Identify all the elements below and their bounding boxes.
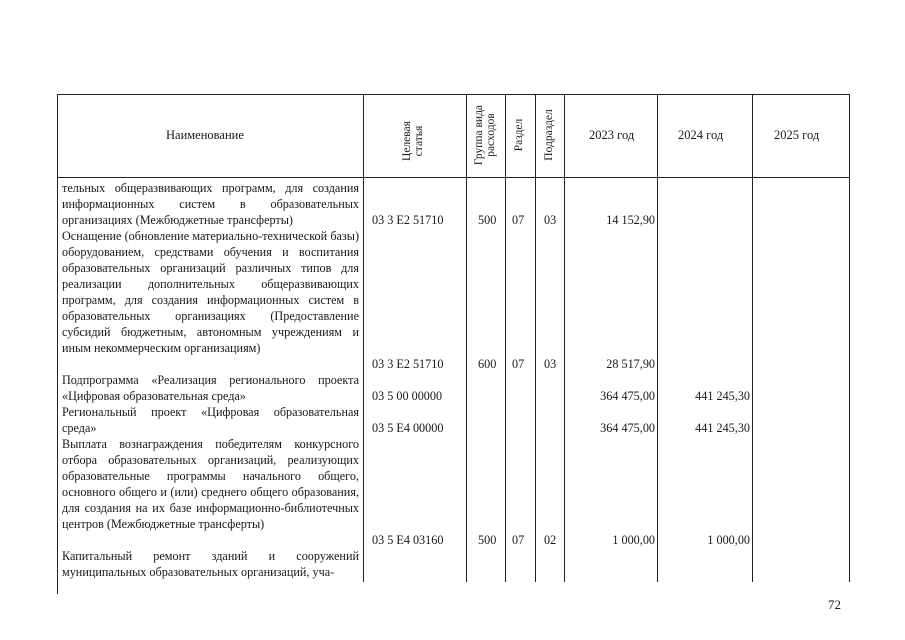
- col-border-3: [505, 94, 506, 582]
- table-row-code: 03 5 E4 00000: [372, 421, 444, 435]
- table-row-group: 500: [478, 533, 497, 547]
- table-row-2023: 364 475,00: [600, 389, 655, 403]
- table-row-code: 03 3 E2 51710: [372, 357, 444, 371]
- table-row-name: Капитальный ремонт зданий и сооружений муниципальных образовательных организаций, уча-: [62, 549, 359, 579]
- table-top-border: [57, 94, 850, 95]
- table-row-2023: 14 152,90: [606, 213, 655, 227]
- page-number: 72: [828, 597, 841, 612]
- table-row-subsection: 03: [544, 357, 557, 371]
- table-row-name: Региональный проект «Цифровая образовательная среда»: [62, 405, 359, 435]
- table-row-name: Оснащение (обновление материально-технической базы) оборудованием, средствами обучения и воспитания образовательных организаций различных типов для реализации дополнительных общеразвивающих программ, для создания информационных систем в образовательных организациях (Предоставление субсидий бюджетным, автономным учреждениям и иным некоммерческим организациям): [62, 229, 359, 355]
- table-row-2024: 441 245,30: [695, 389, 750, 403]
- table-row-2023: 28 517,90: [606, 357, 655, 371]
- table-row-2023: 364 475,00: [600, 421, 655, 435]
- table-row-name: Выплата вознаграждения победителям конкурсного отбора образовательных организаций, реализующих образовательные программы начального общего, основного общего и (или) среднего общего образования, для создания на их базе информационно-библиотечных центров (Межбюджетные трансферты): [62, 437, 359, 531]
- table-row-group: 500: [478, 213, 497, 227]
- table-row-section: 07: [512, 357, 525, 371]
- header-bottom-border: [57, 177, 850, 178]
- col-border-7: [752, 94, 753, 582]
- table-row-name: Подпрограмма «Реализация регионального проекта «Цифровая образовательная среда»: [62, 373, 359, 403]
- col-border-0: [57, 94, 58, 594]
- header-target-line2: статья: [413, 125, 425, 157]
- col-border-4: [535, 94, 536, 582]
- table-row-section: 07: [512, 213, 525, 227]
- header-2023: 2023 год: [589, 128, 635, 142]
- header-section: Раздел: [513, 118, 525, 152]
- header-2025: 2025 год: [774, 128, 820, 142]
- table-row-name: тельных общеразвивающих программ, для создания информационных систем в образовательных организациях (Межбюджетные трансферты): [62, 181, 359, 227]
- table-row-2023: 1 000,00: [612, 533, 655, 547]
- col-border-2: [466, 94, 467, 582]
- header-target: [401, 101, 427, 181]
- header-2024: 2024 год: [678, 128, 724, 142]
- table-row-subsection: 03: [544, 213, 557, 227]
- col-border-6: [657, 94, 658, 582]
- col-border-5: [564, 94, 565, 582]
- col-border-8: [849, 94, 850, 582]
- table-row-section: 07: [512, 533, 525, 547]
- header-group: [473, 95, 499, 175]
- table-row-code: 03 5 E4 03160: [372, 533, 444, 547]
- table-row-code: 03 3 E2 51710: [372, 213, 444, 227]
- table-row-subsection: 02: [544, 533, 557, 547]
- header-target-line1: Целевая: [401, 121, 413, 161]
- header-subsection: Подраздел: [543, 109, 555, 161]
- header-group-line1: Группа вида: [473, 104, 485, 166]
- col-border-1: [363, 94, 364, 582]
- header-group-line2: расходов: [485, 113, 497, 157]
- table-row-code: 03 5 00 00000: [372, 389, 443, 403]
- table-row-2024: 441 245,30: [695, 421, 750, 435]
- table-row-2024: 1 000,00: [707, 533, 750, 547]
- header-name: Наименование: [166, 128, 244, 142]
- table-row-group: 600: [478, 357, 497, 371]
